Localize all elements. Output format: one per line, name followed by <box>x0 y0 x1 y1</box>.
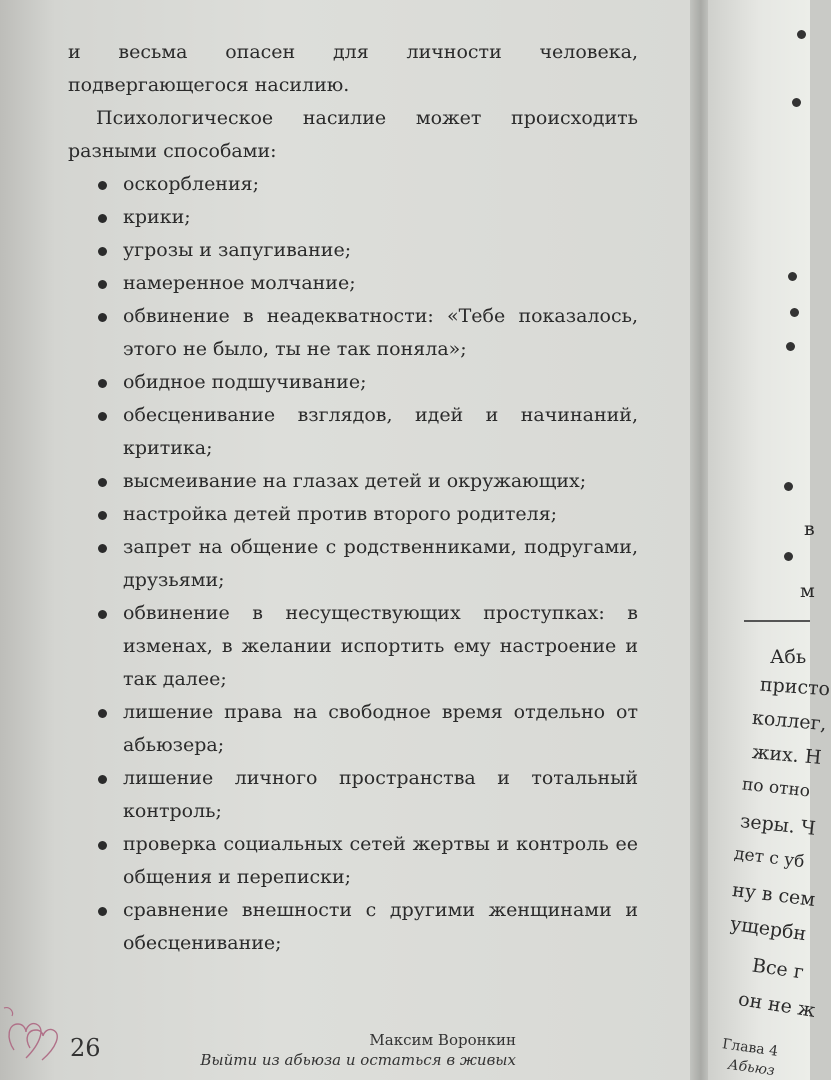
list-item-text: лишение права на свободное время отдельно от абьюзера; <box>123 701 638 756</box>
bullet-icon <box>98 610 107 619</box>
book-gutter <box>690 0 708 1080</box>
list-item-text: высмеивание на глазах детей и окружающих; <box>123 470 587 492</box>
list-item-text: настройка детей против второго родителя; <box>123 503 558 525</box>
right-text-fragment: присто <box>759 673 831 701</box>
right-text-fragment: коллег, <box>751 706 828 736</box>
author-name: Максим Воронкин <box>369 1031 516 1049</box>
bullet-icon <box>98 379 107 388</box>
list-item-text: проверка социальных сетей жертвы и контроль ее общения и переписки; <box>123 833 638 888</box>
page-text <box>68 36 638 960</box>
bullet-icon <box>790 308 799 317</box>
bullet-icon <box>98 412 107 421</box>
bullet-icon <box>98 775 107 784</box>
bullet-icon <box>784 482 793 491</box>
right-text-fragment: ущербн <box>728 912 808 946</box>
right-text-fragment: он не ж <box>736 988 817 1022</box>
list-item-text: обвинение в неадекватности: «Тебе показалось, этого не было, ты не так поняла»; <box>123 305 638 360</box>
right-text-fragment: по отно <box>741 774 812 802</box>
bullet-icon <box>98 313 107 322</box>
list-item <box>68 168 638 201</box>
right-text-fragment: Все г <box>750 954 806 984</box>
list-item <box>68 828 638 894</box>
list-item <box>68 234 638 267</box>
bullet-icon <box>784 552 793 561</box>
list-item <box>68 267 638 300</box>
bullet-icon <box>98 181 107 190</box>
bullet-icon <box>98 709 107 718</box>
list-item-text: обвинение в несуществующих проступках: в изменах, в желании испортить ему настроение и так далее; <box>123 602 638 690</box>
list-item <box>68 399 638 465</box>
bullet-icon <box>98 247 107 256</box>
list-item <box>68 465 638 498</box>
bullet-icon <box>98 841 107 850</box>
list-item <box>68 762 638 828</box>
list-item-text: обесценивание взглядов, идей и начинаний, критика; <box>123 404 638 459</box>
chapter-label: Глава 4 <box>721 1036 779 1060</box>
bullet-icon <box>98 478 107 487</box>
bullet-icon <box>797 30 806 39</box>
list-item-text: лишение личного пространства и тотальный контроль; <box>123 767 638 822</box>
book-title: Выйти из абьюза и остаться в живых <box>200 1051 516 1069</box>
list-item-text: запрет на общение с родственниками, подругами, друзьями; <box>123 536 638 591</box>
right-text-fragment: зеры. Ч <box>739 810 817 840</box>
bullet-icon <box>98 544 107 553</box>
bullet-icon <box>98 214 107 223</box>
list-item <box>68 597 638 696</box>
bullet-icon <box>98 511 107 520</box>
page-number: 26 <box>70 1034 101 1062</box>
list-item-text: обидное подшучивание; <box>123 371 367 393</box>
chapter-subtitle: Абьюз <box>727 1056 776 1080</box>
list-item <box>68 366 638 399</box>
right-text-fragment: жих. Н <box>751 741 823 769</box>
bullet-icon <box>792 98 801 107</box>
bullet-icon <box>788 272 797 281</box>
lead-paragraph: Психологическое насилие может происходить разными способами: <box>68 107 638 162</box>
right-text-fragment: ну в сем <box>730 879 817 911</box>
list-item-text: сравнение внешности с другими женщинами и обесценивание; <box>123 899 638 954</box>
right-side-letter: в <box>804 518 815 540</box>
right-text-fragment: Абь <box>770 646 807 668</box>
list-item <box>68 696 638 762</box>
bullet-icon <box>98 907 107 916</box>
list-item <box>68 201 638 234</box>
list-item <box>68 300 638 366</box>
bullet-icon <box>786 342 795 351</box>
divider-rule <box>744 620 810 622</box>
running-footer <box>200 1030 516 1070</box>
list-item <box>68 498 638 531</box>
list-item <box>68 531 638 597</box>
intro-paragraph: и весьма опасен для личности человека, подвергающегося насилию. <box>68 41 638 96</box>
list-item-text: оскорбления; <box>123 173 260 195</box>
abuse-list <box>68 168 638 960</box>
list-item-text: крики; <box>123 206 191 228</box>
right-side-letter: м <box>800 580 815 602</box>
list-item-text: намеренное молчание; <box>123 272 356 294</box>
list-item <box>68 894 638 960</box>
hearts-ornament-icon <box>4 1002 68 1062</box>
list-item-text: угрозы и запугивание; <box>123 239 352 261</box>
bullet-icon <box>98 280 107 289</box>
right-text-fragment: дет с уб <box>733 843 806 873</box>
